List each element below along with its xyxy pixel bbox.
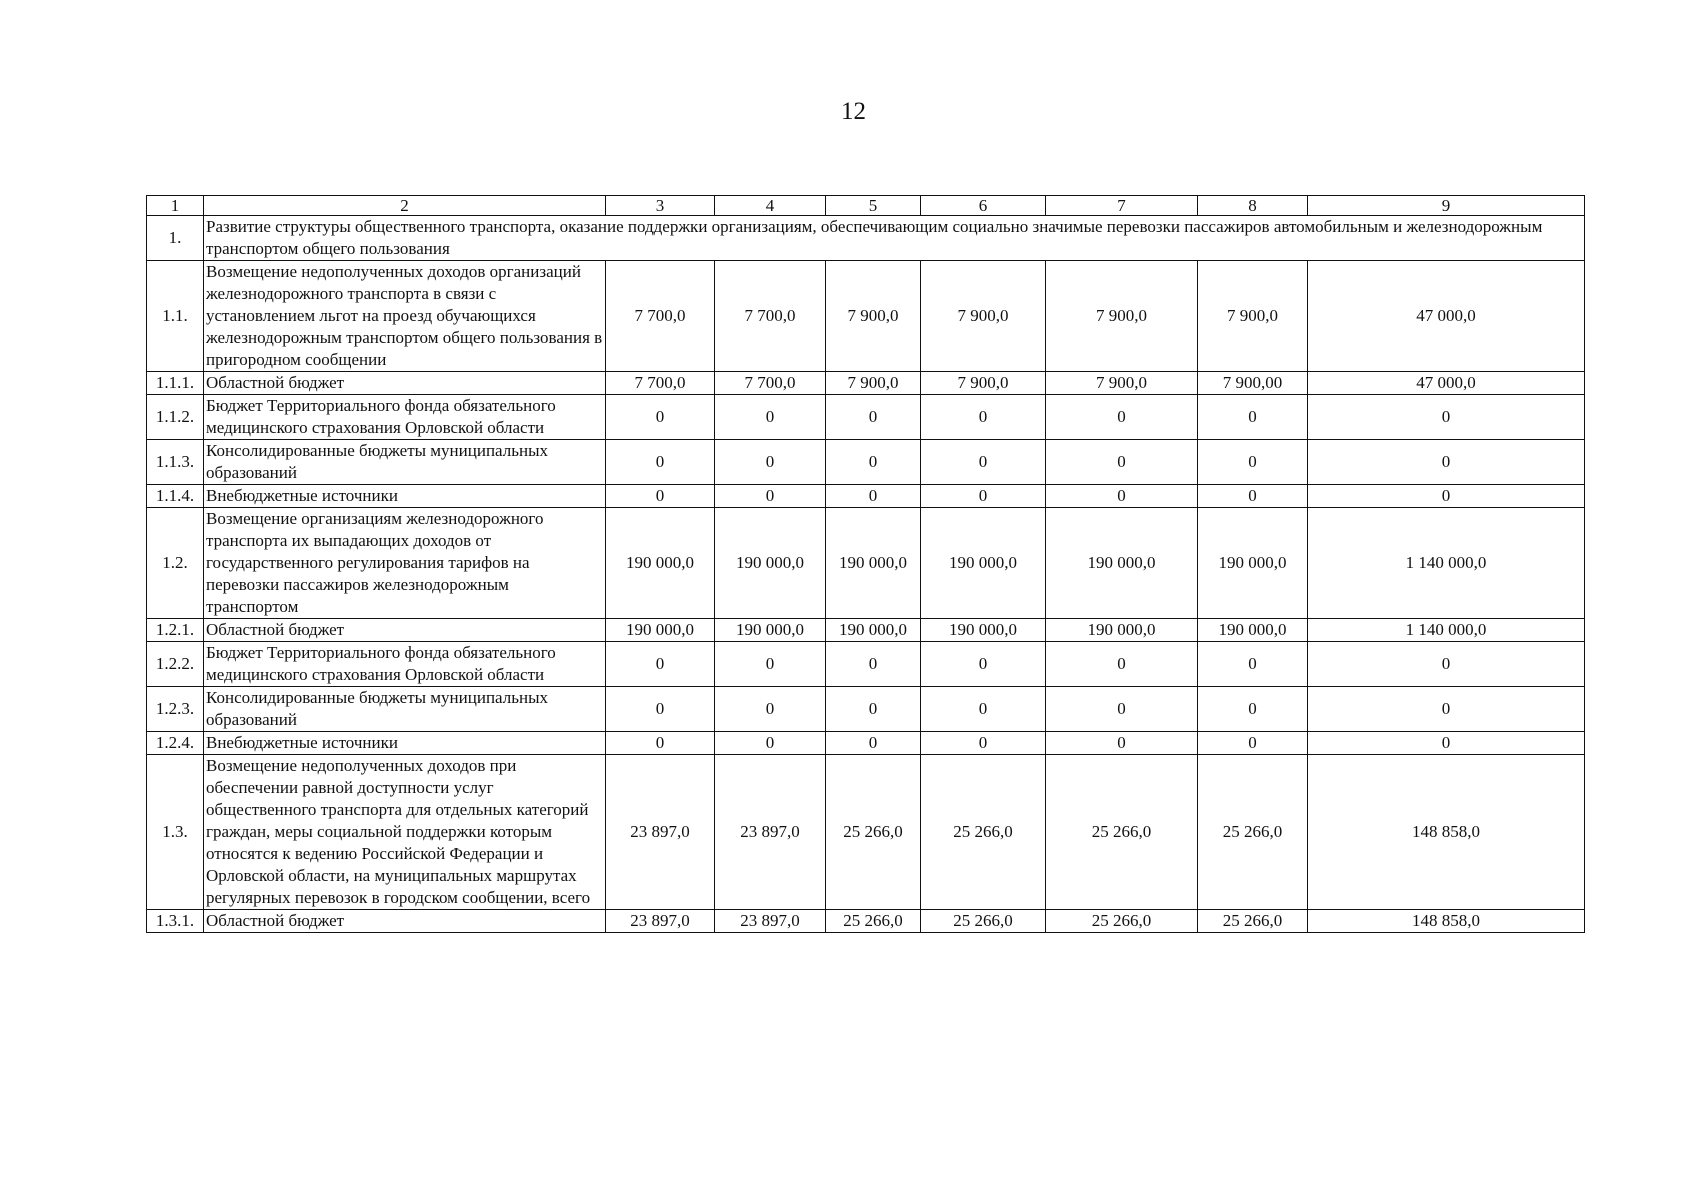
row-description: Возмещение недополученных доходов организаций железнодорожного транспорта в связи с установлением льгот на проезд обучающихся железнодорожным транспортом общего пользования в пригородном сообщении (204, 261, 606, 372)
value-cell: 0 (1308, 440, 1585, 485)
value-cell: 7 900,0 (921, 261, 1046, 372)
table-row (147, 619, 1585, 642)
value-cell: 7 900,0 (826, 372, 921, 395)
value-cell: 0 (1198, 395, 1308, 440)
value-cell: 190 000,0 (1198, 619, 1308, 642)
table-row (147, 755, 1585, 910)
value-cell: 23 897,0 (606, 910, 715, 933)
value-cell: 0 (1046, 395, 1198, 440)
value-cell: 7 900,0 (1046, 372, 1198, 395)
budget-table (146, 195, 1585, 933)
row-description: Консолидированные бюджеты муниципальных образований (204, 440, 606, 485)
value-cell: 190 000,0 (921, 619, 1046, 642)
table-header-row (147, 196, 1585, 216)
row-number: 1.3.1. (147, 910, 204, 933)
value-cell: 25 266,0 (826, 755, 921, 910)
table-row (147, 910, 1585, 933)
value-cell: 7 700,0 (606, 261, 715, 372)
value-cell: 0 (1308, 642, 1585, 687)
table-row (147, 261, 1585, 372)
value-cell: 25 266,0 (826, 910, 921, 933)
value-cell: 190 000,0 (715, 619, 826, 642)
value-cell: 47 000,0 (1308, 372, 1585, 395)
value-cell: 25 266,0 (1198, 755, 1308, 910)
value-cell: 0 (1198, 485, 1308, 508)
table-row (147, 687, 1585, 732)
row-description: Бюджет Территориального фонда обязательного медицинского страхования Орловской области (204, 642, 606, 687)
value-cell: 0 (1046, 687, 1198, 732)
value-cell: 0 (715, 732, 826, 755)
row-number: 1.2.3. (147, 687, 204, 732)
value-cell: 1 140 000,0 (1308, 508, 1585, 619)
row-number: 1.2. (147, 508, 204, 619)
value-cell: 7 700,0 (715, 372, 826, 395)
row-description: Внебюджетные источники (204, 485, 606, 508)
value-cell: 0 (921, 642, 1046, 687)
value-cell: 0 (606, 687, 715, 732)
value-cell: 190 000,0 (921, 508, 1046, 619)
value-cell: 0 (826, 687, 921, 732)
value-cell: 0 (1046, 440, 1198, 485)
value-cell: 0 (1198, 732, 1308, 755)
value-cell: 7 900,0 (1046, 261, 1198, 372)
value-cell: 148 858,0 (1308, 910, 1585, 933)
row-number: 1.2.2. (147, 642, 204, 687)
value-cell: 0 (921, 395, 1046, 440)
row-number: 1.1.2. (147, 395, 204, 440)
value-cell: 148 858,0 (1308, 755, 1585, 910)
value-cell: 190 000,0 (826, 619, 921, 642)
table-row (147, 372, 1585, 395)
value-cell: 0 (715, 440, 826, 485)
table-row (147, 642, 1585, 687)
row-number: 1.1. (147, 261, 204, 372)
value-cell: 0 (715, 485, 826, 508)
value-cell: 25 266,0 (1198, 910, 1308, 933)
table-row (147, 395, 1585, 440)
value-cell: 0 (921, 485, 1046, 508)
page-number: 12 (841, 98, 866, 125)
header-cell: 2 (204, 196, 606, 216)
row-description: Возмещение недополученных доходов при обеспечении равной доступности услуг общественного транспорта для отдельных категорий граждан, меры социальной поддержки которым относятся к ведению Российской Федерации и Орловской области, на муниципальных маршрутах регулярных перевозок в городском сообщении, всего (204, 755, 606, 910)
value-cell: 7 900,0 (1198, 261, 1308, 372)
value-cell: 0 (921, 687, 1046, 732)
value-cell: 0 (826, 395, 921, 440)
row-description: Областной бюджет (204, 619, 606, 642)
header-cell: 7 (1046, 196, 1198, 216)
value-cell: 7 900,0 (921, 372, 1046, 395)
value-cell: 0 (1308, 732, 1585, 755)
value-cell: 0 (606, 485, 715, 508)
value-cell: 25 266,0 (1046, 755, 1198, 910)
value-cell: 0 (606, 732, 715, 755)
value-cell: 1 140 000,0 (1308, 619, 1585, 642)
value-cell: 25 266,0 (921, 755, 1046, 910)
value-cell: 0 (1308, 395, 1585, 440)
row-description: Областной бюджет (204, 372, 606, 395)
table-row (147, 440, 1585, 485)
row-description: Возмещение организациям железнодорожного транспорта их выпадающих доходов от государственного регулирования тарифов на перевозки пассажиров железнодорожным транспортом (204, 508, 606, 619)
value-cell: 0 (1308, 485, 1585, 508)
value-cell: 0 (826, 485, 921, 508)
value-cell: 190 000,0 (606, 508, 715, 619)
value-cell: 0 (715, 687, 826, 732)
header-cell: 9 (1308, 196, 1585, 216)
table-row (147, 485, 1585, 508)
row-description: Бюджет Территориального фонда обязательного медицинского страхования Орловской области (204, 395, 606, 440)
row-number: 1.1.1. (147, 372, 204, 395)
value-cell: 0 (1198, 642, 1308, 687)
value-cell: 25 266,0 (1046, 910, 1198, 933)
row-number: 1.3. (147, 755, 204, 910)
value-cell: 0 (1046, 485, 1198, 508)
value-cell: 0 (1046, 642, 1198, 687)
header-cell: 8 (1198, 196, 1308, 216)
row-description: Консолидированные бюджеты муниципальных образований (204, 687, 606, 732)
value-cell: 0 (1198, 440, 1308, 485)
value-cell: 190 000,0 (826, 508, 921, 619)
value-cell: 190 000,0 (606, 619, 715, 642)
value-cell: 0 (826, 440, 921, 485)
value-cell: 7 700,0 (715, 261, 826, 372)
row-number: 1.1.3. (147, 440, 204, 485)
value-cell: 0 (715, 642, 826, 687)
row-number: 1.2.4. (147, 732, 204, 755)
value-cell: 0 (1198, 687, 1308, 732)
value-cell: 7 900,00 (1198, 372, 1308, 395)
value-cell: 0 (606, 395, 715, 440)
value-cell: 23 897,0 (715, 755, 826, 910)
value-cell: 190 000,0 (715, 508, 826, 619)
header-cell: 5 (826, 196, 921, 216)
value-cell: 0 (1308, 687, 1585, 732)
header-cell: 6 (921, 196, 1046, 216)
value-cell: 7 900,0 (826, 261, 921, 372)
value-cell: 23 897,0 (606, 755, 715, 910)
value-cell: 0 (826, 642, 921, 687)
header-cell: 1 (147, 196, 204, 216)
section-number: 1. (147, 216, 204, 261)
header-cell: 4 (715, 196, 826, 216)
value-cell: 190 000,0 (1198, 508, 1308, 619)
value-cell: 190 000,0 (1046, 619, 1198, 642)
section-row (147, 216, 1585, 261)
row-description: Внебюджетные источники (204, 732, 606, 755)
value-cell: 25 266,0 (921, 910, 1046, 933)
row-number: 1.2.1. (147, 619, 204, 642)
header-cell: 3 (606, 196, 715, 216)
row-number: 1.1.4. (147, 485, 204, 508)
value-cell: 7 700,0 (606, 372, 715, 395)
value-cell: 0 (826, 732, 921, 755)
value-cell: 0 (715, 395, 826, 440)
value-cell: 47 000,0 (1308, 261, 1585, 372)
value-cell: 23 897,0 (715, 910, 826, 933)
value-cell: 0 (606, 642, 715, 687)
section-title: Развитие структуры общественного транспорта, оказание поддержки организациям, обеспечивающим социально значимые перевозки пассажиров автомобильным и железнодорожным транспортом общего пользования (204, 216, 1585, 261)
value-cell: 190 000,0 (1046, 508, 1198, 619)
value-cell: 0 (921, 732, 1046, 755)
value-cell: 0 (606, 440, 715, 485)
row-description: Областной бюджет (204, 910, 606, 933)
value-cell: 0 (921, 440, 1046, 485)
table-row (147, 732, 1585, 755)
table-row (147, 508, 1585, 619)
value-cell: 0 (1046, 732, 1198, 755)
table-body (147, 196, 1585, 933)
